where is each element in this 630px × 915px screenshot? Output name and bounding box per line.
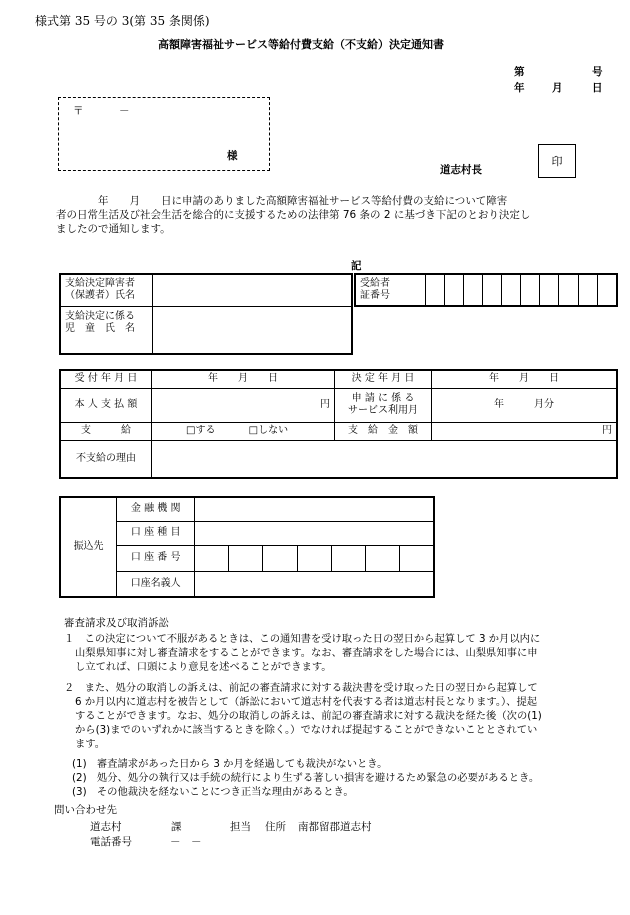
recipient-table <box>59 273 353 355</box>
contact-village: 道志村 <box>90 821 122 833</box>
recipient-number-digit[interactable] <box>463 274 482 306</box>
decision-table <box>59 369 618 479</box>
account-type-value[interactable] <box>195 521 434 545</box>
address-box <box>58 97 270 171</box>
note-paragraph-1: １ この決定について不服があるときは、この通知書を受け取った日の翌日から起算して 3 か月以内に 山梨県知事に対し審査請求をすることができます。なお、審査請求をした場合には、山梨県知事に申 し立てれば、口頭により意見を述べることができます。 <box>64 633 541 673</box>
intro-line-3: ましたので通知します。 <box>56 223 171 235</box>
account-holder-value[interactable] <box>195 571 434 597</box>
contact-section: 課 <box>171 821 182 833</box>
account-holder-label: 口座名義人 <box>117 571 195 597</box>
recipient-number-digit[interactable] <box>502 274 521 306</box>
recipient-name-label: 支給決定障害者 （保護者）氏名 <box>60 274 153 306</box>
postal-dash: － <box>119 105 130 117</box>
note-item-1: (1) 審査請求があった日から 3 か月を経過しても裁決がないとき。 <box>72 758 388 770</box>
recipient-number-label: 受給者 証番号 <box>355 274 425 306</box>
seal-box <box>538 144 576 178</box>
account-type-label: 口 座 種 目 <box>117 521 195 545</box>
document-title: 高額障害福祉サービス等給付費支給（不支給）決定通知書 <box>158 38 444 51</box>
note-item-2: (2) 処分、処分の執行又は手続の続行により生ずる著しい損害を避けるため緊急の必要があるとき。 <box>72 772 540 784</box>
recipient-number-digit[interactable] <box>540 274 559 306</box>
nonpayment-reason-label: 不支給の理由 <box>60 440 152 478</box>
intro-paragraph <box>56 194 611 236</box>
bank-value[interactable] <box>195 497 434 521</box>
payment-amount-label: 支 給 金 額 <box>335 422 432 440</box>
recipient-number-table <box>354 273 618 307</box>
ki-heading: 記 <box>351 260 362 272</box>
self-payment-label: 本 人 支 払 額 <box>60 388 152 422</box>
account-number-digit[interactable] <box>195 545 229 571</box>
yen-unit: 円 <box>320 399 330 410</box>
note-items <box>72 757 617 799</box>
service-month-label: 申 請 に 係 る サービス利用月 <box>335 388 432 422</box>
received-date-label: 受 付 年 月 日 <box>60 370 152 388</box>
intro-line-1: 年 月 日に申請のありました高額障害福祉サービス等給付費の支給について障害 <box>56 195 508 207</box>
payment-choice <box>152 422 335 440</box>
contact-address-label: 住所 <box>265 821 286 833</box>
decision-date-value[interactable]: 年 月 日 <box>432 370 618 388</box>
recipient-number-digit[interactable] <box>597 274 617 306</box>
payment-label: 支 給 <box>60 422 152 440</box>
self-payment-value[interactable] <box>152 388 335 422</box>
received-date-value[interactable]: 年 月 日 <box>152 370 335 388</box>
notes-heading: 審査請求及び取消訴訟 <box>64 617 169 629</box>
account-number-digit[interactable] <box>399 545 434 571</box>
service-month-value[interactable]: 年 月分 <box>432 388 618 422</box>
bank-transfer-table <box>59 496 435 598</box>
account-number-digit[interactable] <box>331 545 365 571</box>
account-number-label: 口 座 番 号 <box>117 545 195 571</box>
issuer: 道志村長 <box>440 164 482 176</box>
recipient-number-digit[interactable] <box>559 274 578 306</box>
decision-date-label: 決 定 年 月 日 <box>335 370 432 388</box>
recipient-number-digit[interactable] <box>425 274 444 306</box>
contact-phone-label: 電話番号 <box>90 836 132 848</box>
payment-amount-value[interactable] <box>432 422 618 440</box>
contact-phone-value: － － <box>170 836 202 848</box>
transfer-label: 振込先 <box>60 497 117 597</box>
payment-no-checkbox[interactable]: □しない <box>248 425 289 436</box>
recipient-number-digit[interactable] <box>578 274 597 306</box>
account-number-digit[interactable] <box>297 545 331 571</box>
addressee-suffix: 様 <box>227 150 238 162</box>
yen-unit: 円 <box>602 425 612 436</box>
recipient-number-digit[interactable] <box>521 274 540 306</box>
seal-text: 印 <box>551 155 563 168</box>
form-number: 様式第 35 号の 3(第 35 条関係) <box>35 14 210 28</box>
recipient-number-digit[interactable] <box>444 274 463 306</box>
payment-yes-checkbox[interactable]: □する <box>186 425 216 436</box>
contact-heading: 問い合わせ先 <box>54 804 117 816</box>
child-name-label: 支給決定に係る 児 童 氏 名 <box>60 306 153 354</box>
contact-person: 担当 <box>230 821 251 833</box>
bank-label: 金 融 機 関 <box>117 497 195 521</box>
account-number-digit[interactable] <box>365 545 399 571</box>
note-item-3: (3) その他裁決を経ないことにつき正当な理由があるとき。 <box>72 786 354 798</box>
note-paragraph-2: ２ また、処分の取消しの訴えは、前記の審査請求に対する裁決書を受け取った日の翌日から起算して 6 か月以内に道志村を被告として（訴訟において道志村を代表する者は道志村長となります。）、提起 することができます。なお、処分の取消しの訴えは、前記の審査請求に対する裁決を経た後（次の(1) から(3)までのいずれかに該当するときを除く。）でなければ提起することができないこととされてい ます。 <box>64 682 542 750</box>
account-number-digit[interactable] <box>263 545 297 571</box>
account-number-digit[interactable] <box>229 545 263 571</box>
intro-line-2: 者の日常生活及び社会生活を総合的に支援するための法律第 76 条の 2 に基づき下記のとおり決定し <box>56 209 531 221</box>
postal-mark: 〒 <box>73 105 84 117</box>
recipient-number-digit[interactable] <box>483 274 502 306</box>
recipient-name-value[interactable] <box>153 274 352 306</box>
contact-address: 南都留郡道志村 <box>298 821 372 833</box>
child-name-value[interactable] <box>153 306 352 354</box>
nonpayment-reason-value[interactable] <box>152 440 618 478</box>
